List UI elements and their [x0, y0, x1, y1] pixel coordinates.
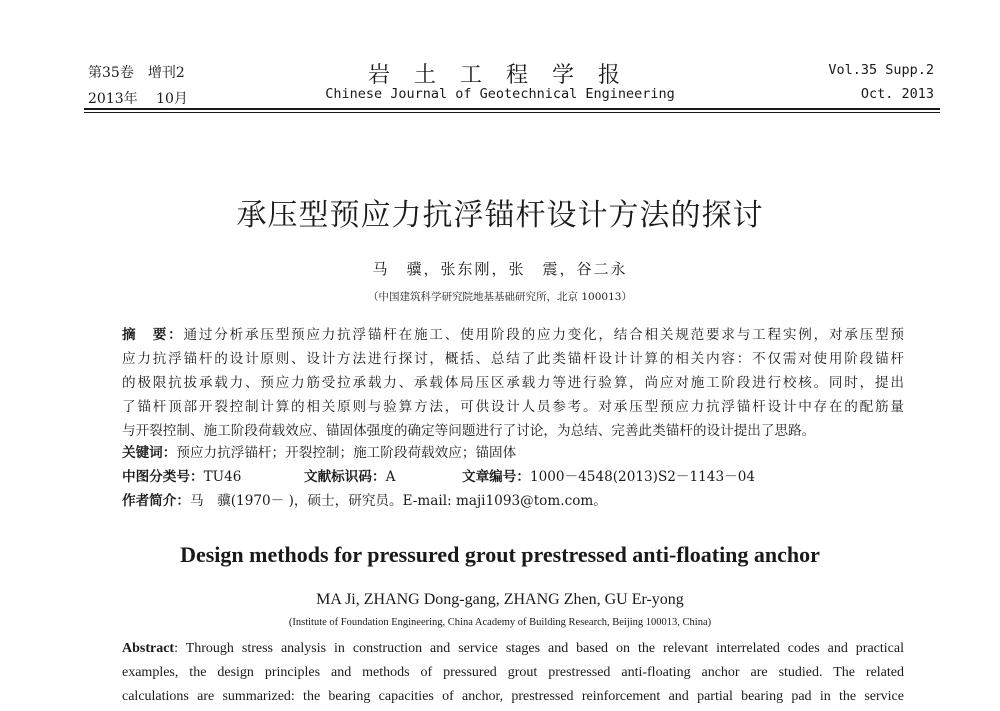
- doc-code-label: 文献标识码：: [304, 469, 386, 485]
- abstract-en-line: examples, the design principles and methods of pressured grout prestressed anti-floating anchor are studied. The related: [122, 665, 904, 680]
- clc-label: 中图分类号：: [122, 469, 204, 485]
- author-bio-text: 马 骥(1970－ )，硕士，研究员。E-mail: maji1093@tom.com。: [189, 493, 607, 509]
- header-rule-thick: [84, 108, 940, 110]
- article-number-label: 文章编号：: [462, 469, 530, 485]
- paper-title-en: Design methods for pressured grout prestressed anti-floating anchor: [180, 542, 820, 567]
- affiliation-en: (Institute of Foundation Engineering, China Academy of Building Research, Beijing 100013, China): [288, 617, 712, 628]
- classification-line: [122, 465, 755, 485]
- keywords-cn: [122, 441, 904, 461]
- volume-issue-cn: 第35卷 增刊2: [88, 65, 185, 81]
- abstract-en-label: Abstract: [122, 641, 175, 656]
- volume-issue-en: Vol.35 Supp.2: [828, 62, 934, 78]
- abstract-cn-line: 了锚杆顶部开裂控制计算的相关原则与验算方法，可供设计人员参考。对承压型预应力抗浮锚杆设计中存在的配筋量: [122, 399, 904, 415]
- paper-title-cn: 承压型预应力抗浮锚杆设计方法的探讨: [236, 198, 764, 233]
- abstract-cn-line: 摘 要：通过分析承压型预应力抗浮锚杆在施工、使用阶段的应力变化，结合相关规范要求与工程实例，对承压型预: [122, 327, 905, 343]
- abstract-cn-label: 摘 要：: [122, 327, 184, 343]
- authors-cn: 马 骥，张东刚，张 震，谷二永: [372, 260, 628, 278]
- doc-code-value: A: [385, 469, 396, 485]
- journal-title-en: Chinese Journal of Geotechnical Engineering: [325, 86, 675, 102]
- author-bio-label: 作者简介：: [122, 493, 190, 509]
- clc-value: TU46: [203, 469, 242, 485]
- abstract-en-line: Abstract: Through stress analysis in construction and service stages and based on the relevant interrelated codes and practical: [122, 641, 904, 656]
- author-bio: [122, 489, 607, 509]
- abstract-cn-line: 应力抗浮锚杆的设计原则、设计方法进行探讨，概括、总结了此类锚杆设计计算的相关内容：不仅需对使用阶段锚杆: [122, 351, 904, 367]
- keywords-cn-text: 预应力抗浮锚杆；开裂控制；施工阶段荷载效应；锚固体: [176, 445, 517, 461]
- abstract-cn-line: 与开裂控制、施工阶段荷载效应、锚固体强度的确定等问题进行了讨论，为总结、完善此类锚杆的设计提出了思路。: [122, 423, 816, 439]
- keywords-cn-label: 关键词：: [122, 445, 177, 461]
- affiliation-cn: （中国建筑科学研究院地基基础研究所，北京 100013）: [368, 291, 632, 303]
- article-number-value: 1000－4548(2013)S2－1143－04: [529, 469, 755, 485]
- date-cn: 2013年 10月: [88, 91, 188, 107]
- authors-en: MA Ji, ZHANG Dong-gang, ZHANG Zhen, GU Er-yong: [316, 591, 684, 608]
- abstract-cn-line: 的极限抗拔承载力、预应力筋受拉承载力、承载体局压区承载力等进行验算，尚应对施工阶段进行校核。同时，提出: [122, 375, 904, 391]
- abstract-en-line: calculations are summarized: the bearing capacities of anchor, prestressed reinforcement and partial bearing pad in the service: [122, 689, 904, 704]
- header-rule-thin: [84, 112, 940, 113]
- journal-title-cn: 岩土工程学报: [367, 63, 644, 88]
- date-en: Oct. 2013: [860, 86, 934, 102]
